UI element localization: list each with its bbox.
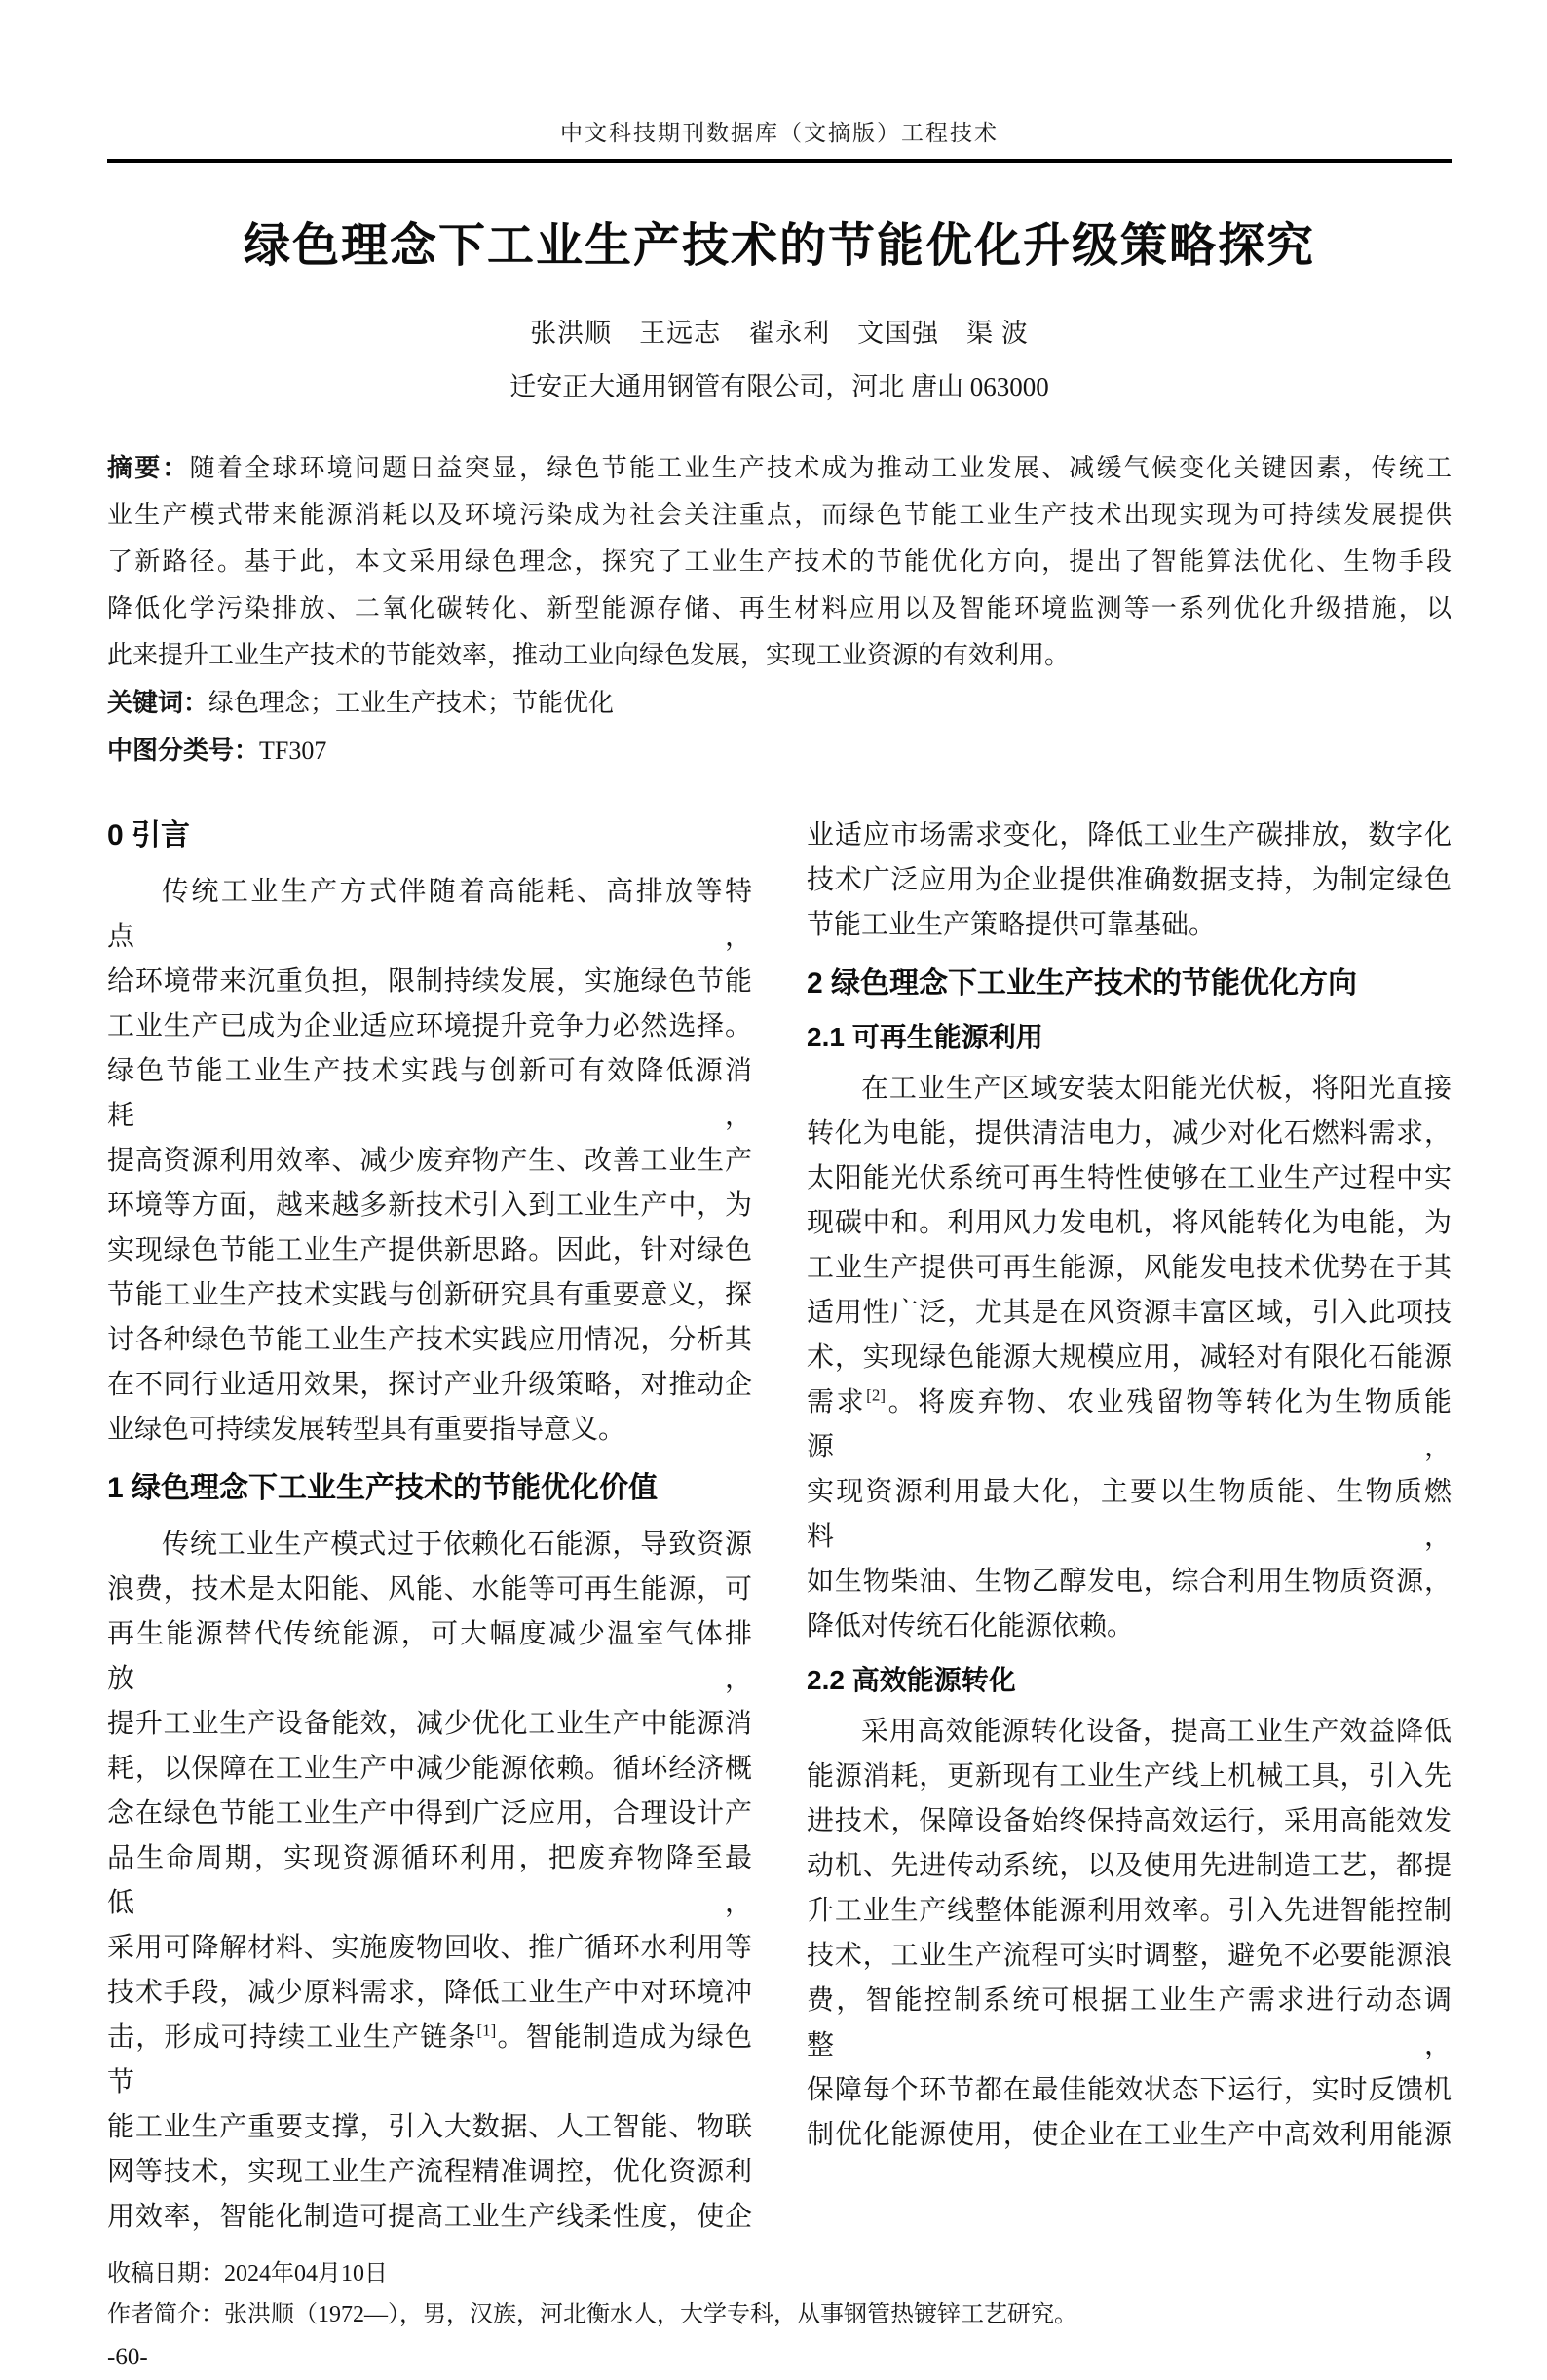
- received-date-line: [107, 2253, 1452, 2294]
- text-line: 业适应市场需求变化，降低工业生产碳排放，数字化: [807, 820, 1452, 850]
- abstract-line: 了新路径。基于此，本文采用绿色理念，探究了工业生产技术的节能优化方向，提出了智能算法优化、生物手段: [107, 548, 1452, 576]
- received-date-label: 收稿日期：: [107, 2261, 224, 2286]
- header-rule: [107, 159, 1452, 163]
- text-line: 给环境带来沉重负担，限制持续发展，实施绿色节能: [107, 966, 752, 997]
- text-line: 如生物柴油、生物乙醇发电，综合利用生物质资源，: [807, 1567, 1452, 1597]
- author-bio-label: 作者简介：: [107, 2302, 224, 2327]
- text-line: 降低对传统石化能源依赖。: [807, 1611, 1135, 1642]
- author-bio-text: 张洪顺（1972—），男，汉族，河北衡水人，大学专科，从事钢管热镀锌工艺研究。: [224, 2302, 1077, 2327]
- text-line: 再生能源替代传统能源，可大幅度减少温室气体排放，: [107, 1619, 752, 1694]
- text-line: 提升工业生产设备能效，减少优化工业生产中能源消: [107, 1709, 752, 1739]
- text-line: 适用性广泛，尤其是在风资源丰富区域，引入此项技: [807, 1298, 1452, 1328]
- text-line: 实现资源利用最大化，主要以生物质能、生物质燃料，: [807, 1477, 1452, 1552]
- section-heading: 2.2 高效能源转化: [807, 1665, 1016, 1695]
- text-line: 节能工业生产技术实践与创新研究具有重要意义，探: [107, 1280, 752, 1310]
- author-bio-line: [107, 2294, 1452, 2335]
- text-line: 绿色节能工业生产技术实践与创新可有效降低源消耗，: [107, 1056, 752, 1131]
- text-line: 实现绿色节能工业生产提供新思路。因此，针对绿色: [107, 1235, 752, 1266]
- section-heading: 2.1 可再生能源利用: [807, 1022, 1043, 1052]
- text-line: 浪费，技术是太阳能、风能、水能等可再生能源，可: [107, 1574, 752, 1605]
- text-line: 传统工业生产方式伴随着高能耗、高排放等特点，: [107, 877, 752, 952]
- section-heading: 2 绿色理念下工业生产技术的节能优化方向: [807, 967, 1358, 1000]
- text-line: 提高资源利用效率、减少废弃物产生、改善工业生产: [107, 1146, 752, 1176]
- text-line: 业绿色可持续发展转型具有重要指导意义。: [107, 1415, 626, 1445]
- text-line: 环境等方面，越来越多新技术引入到工业生产中，为: [107, 1190, 752, 1221]
- text-line: 讨各种绿色节能工业生产技术实践应用情况，分析其: [107, 1325, 752, 1355]
- abstract-line: 降低化学污染排放、二氧化碳转化、新型能源存储、再生材料应用以及智能环境监测等一系列优化升级措施，以: [107, 594, 1452, 623]
- keywords-line: [107, 679, 1452, 727]
- text-line: 保障每个环节都在最佳能效状态下运行，实时反馈机: [807, 2075, 1452, 2105]
- text-line: 升工业生产线整体能源利用效率。引入先进智能控制: [807, 1896, 1452, 1926]
- abstract-line: 摘要：随着全球环境问题日益突显，绿色节能工业生产技术成为推动工业发展、减缓气候变化关键因素，传统工: [107, 453, 1452, 482]
- text-line: 需求[2]。将废弃物、农业残留物等转化为生物质能源，: [807, 1385, 1452, 1462]
- text-line: 技术，工业生产流程可实时调整，避免不必要能源浪: [807, 1941, 1452, 1971]
- classification-label: 中图分类号：: [107, 736, 260, 765]
- citation-ref: [2]: [866, 1385, 886, 1405]
- text-line: 耗，以保障在工业生产中减少能源依赖。循环经济概: [107, 1754, 752, 1784]
- classification-line: [107, 727, 1452, 774]
- text-line: 用效率，智能化制造可提高工业生产线柔性度，使企: [107, 2202, 752, 2232]
- left-column: [107, 813, 752, 2240]
- text-line: 太阳能光伏系统可再生特性使够在工业生产过程中实: [807, 1163, 1452, 1193]
- page-number: -60-: [107, 2344, 148, 2370]
- text-line: 术，实现绿色能源大规模应用，减轻对有限化石能源: [807, 1342, 1452, 1373]
- citation-ref: [1]: [476, 2021, 497, 2040]
- received-date-value: 2024年04月10日: [224, 2261, 388, 2286]
- body-columns: [107, 813, 1452, 2240]
- text-line: 动机、先进传动系统，以及使用先进制造工艺，都提: [807, 1851, 1452, 1881]
- right-column: [807, 813, 1452, 2240]
- affiliation-line: 迁安正大通用钢管有限公司，河北 唐山 063000: [509, 372, 1049, 401]
- text-line: 网等技术，实现工业生产流程精准调控，优化资源利: [107, 2157, 752, 2187]
- abstract-line: 业生产模式带来能源消耗以及环境污染成为社会关注重点，而绿色节能工业生产技术出现实现为可持续发展提供: [107, 501, 1452, 529]
- text-line: 传统工业生产模式过于依赖化石能源，导致资源: [162, 1530, 752, 1560]
- text-line: 技术广泛应用为企业提供准确数据支持，为制定绿色: [807, 865, 1452, 895]
- text-line: 击，形成可持续工业生产链条[1]。智能制造成为绿色节: [107, 2021, 752, 2097]
- section-heading: 0 引言: [107, 819, 191, 851]
- section-heading: 1 绿色理念下工业生产技术的节能优化价值: [107, 1472, 659, 1504]
- text-line: 能源消耗，更新现有工业生产线上机械工具，引入先: [807, 1761, 1452, 1792]
- text-line: 工业生产提供可再生能源，风能发电技术优势在于其: [807, 1253, 1452, 1283]
- text-line: 在不同行业适用效果，探讨产业升级策略，对推动企: [107, 1370, 752, 1400]
- text-line: 制优化能源使用，使企业在工业生产中高效利用能源: [807, 2120, 1452, 2150]
- classification-text: TF307: [259, 737, 327, 765]
- text-line: 品生命周期，实现资源循环利用，把废弃物降至最低，: [107, 1843, 752, 1918]
- abstract-block: [107, 444, 1452, 679]
- text-line: 转化为电能，提供清洁电力，减少对化石燃料需求，: [807, 1118, 1452, 1149]
- keywords-label: 关键词：: [107, 688, 209, 717]
- text-line: 能工业生产重要支撑，引入大数据、人工智能、物联: [107, 2112, 752, 2142]
- keywords-text: 绿色理念；工业生产技术；节能优化: [208, 689, 615, 717]
- text-line: 念在绿色节能工业生产中得到广泛应用，合理设计产: [107, 1798, 752, 1829]
- text-line: 节能工业生产策略提供可靠基础。: [807, 910, 1217, 940]
- text-line: 进技术，保障设备始终保持高效运行，采用高能效发: [807, 1806, 1452, 1836]
- text-line: 采用高效能源转化设备，提高工业生产效益降低: [861, 1717, 1452, 1747]
- text-line: 现碳中和。利用风力发电机，将风能转化为电能，为: [807, 1208, 1452, 1238]
- abstract-line: 此来提升工业生产技术的节能效率，推动工业向绿色发展，实现工业资源的有效利用。: [107, 641, 1071, 669]
- footer-block: [107, 2253, 1452, 2380]
- text-line: 在工业生产区域安装太阳能光伏板，将阳光直接: [861, 1074, 1452, 1104]
- authors-line: 张洪顺 王远志 翟永利 文国强 渠 波: [530, 319, 1029, 348]
- text-line: 技术手段，减少原料需求，降低工业生产中对环境冲: [107, 1978, 752, 2008]
- paper-title: 绿色理念下工业生产技术的节能优化升级策略探究: [243, 220, 1315, 272]
- abstract-label: 摘要：: [107, 453, 190, 482]
- text-line: 费，智能控制系统可根据工业生产需求进行动态调整，: [807, 1985, 1452, 2060]
- text-line: 工业生产已成为企业适应环境提升竞争力必然选择。: [107, 1011, 752, 1041]
- text-line: 采用可降解材料、实施废物回收、推广循环水利用等: [107, 1933, 752, 1963]
- journal-header: 中文科技期刊数据库（文摘版）工程技术: [560, 121, 999, 145]
